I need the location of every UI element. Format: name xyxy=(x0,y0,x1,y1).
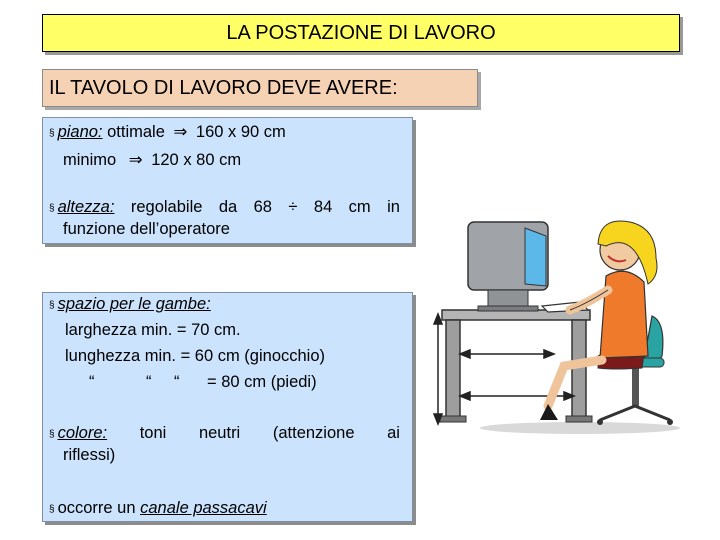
colore-word: ai xyxy=(387,424,400,442)
section-heading: IL TAVOLO DI LAVORO DEVE AVERE: xyxy=(49,76,398,99)
piano-ottimale-value: 160 x 90 cm xyxy=(195,123,286,141)
bullet-icon: § xyxy=(49,504,55,515)
panel-piano-altezza xyxy=(42,117,413,244)
arrow-icon: ⇒ xyxy=(173,123,188,141)
bullet-icon: § xyxy=(49,203,55,214)
canale-passacavi-term: canale passacavi xyxy=(140,499,267,517)
piano-line-2 xyxy=(63,149,241,171)
gambe-piedi-value: = 80 cm (piedi) xyxy=(207,373,317,391)
colore-label: colore: xyxy=(57,424,108,442)
workstation-illustration xyxy=(430,206,692,438)
piano-minimo-value: 120 x 80 cm xyxy=(151,151,242,169)
ditto-mark: “ xyxy=(146,373,152,391)
subtitle-box xyxy=(42,69,478,107)
monitor-icon xyxy=(468,222,548,311)
altezza-max-value: 84 xyxy=(313,198,333,216)
altezza-word: cm xyxy=(348,198,371,216)
ditto-mark: “ xyxy=(89,373,95,391)
colore-word: neutri xyxy=(198,424,241,442)
altezza-word: in xyxy=(387,198,400,216)
altezza-line-1 xyxy=(49,196,400,220)
ditto-mark: “ xyxy=(174,373,180,391)
colore-word: toni xyxy=(139,424,167,442)
altezza-line-2: funzione dell’operatore xyxy=(63,220,230,238)
arrow-icon: ⇒ xyxy=(128,151,143,169)
piano-minimo-text: minimo xyxy=(63,151,117,169)
altezza-label: altezza: xyxy=(57,198,115,216)
bullet-icon: § xyxy=(49,300,55,311)
floor-shadow xyxy=(480,422,680,434)
bullet-icon: § xyxy=(49,429,55,440)
piano-line-1 xyxy=(49,121,286,145)
altezza-word: da xyxy=(218,198,238,216)
altezza-word: regolabile xyxy=(130,198,203,216)
panel-gambe-colore-canale xyxy=(42,292,413,522)
altezza-min-value: 68 xyxy=(253,198,272,216)
title-box xyxy=(42,14,680,52)
colore-line-2: riflessi) xyxy=(63,446,116,464)
colore-line-1 xyxy=(49,422,400,446)
page-title: LA POSTAZIONE DI LAVORO xyxy=(226,21,496,44)
gambe-label: spazio per le gambe: xyxy=(57,295,211,313)
colore-word: (attenzione xyxy=(272,424,355,442)
gambe-larghezza: larghezza min. = 70 cm. xyxy=(65,321,241,339)
canale-line xyxy=(49,497,267,521)
gambe-lunghezza-ginocchio: lunghezza min. = 60 cm (ginocchio) xyxy=(65,347,326,365)
bullet-icon: § xyxy=(49,128,55,139)
divide-icon: ÷ xyxy=(288,198,298,216)
gambe-heading xyxy=(49,293,211,317)
canale-text: occorre un xyxy=(57,499,136,517)
piano-ottimale-text: ottimale xyxy=(107,123,165,141)
piano-label: piano: xyxy=(57,123,103,141)
